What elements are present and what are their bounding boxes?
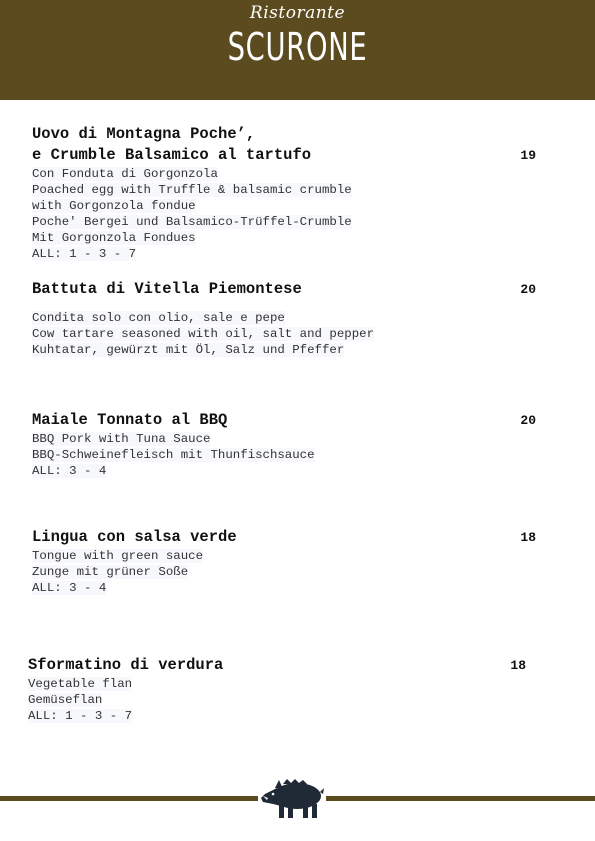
item-title: Battuta di Vitella Piemontese [32,280,302,298]
item-desc: Poche' Bergei und Balsamico-Trüffel-Crumble [32,215,352,229]
footer-divider-left [0,796,258,801]
menu-item [32,124,542,262]
footer-divider-right [326,796,595,801]
item-desc: BBQ Pork with Tuna Sauce [32,432,211,446]
item-price: 18 [520,530,536,545]
boar-icon [259,776,325,825]
item-desc: Gemüseflan [28,693,103,707]
header-banner [0,0,595,100]
item-allergens: ALL: 1 - 3 - 7 [32,247,137,261]
item-title: e Crumble Balsamico al tartufo [32,146,312,164]
logo-main-text: SCURONE [227,25,368,69]
item-price: 20 [520,282,536,297]
menu-item [28,655,538,724]
item-desc: Vegetable flan [28,677,133,691]
item-desc: Cow tartare seasoned with oil, salt and pepper [32,327,375,341]
item-allergens: ALL: 3 - 4 [32,581,107,595]
logo-script-text: Ristorante [249,3,346,23]
item-desc: Poached egg with Truffle & balsamic crumble [32,183,352,197]
item-price: 19 [520,148,536,163]
item-price: 20 [520,413,536,428]
item-desc: Con Fonduta di Gorgonzola [32,167,218,181]
item-title: Maiale Tonnato al BBQ [32,411,228,429]
item-desc: with Gorgonzola fondue [32,199,196,213]
item-allergens: ALL: 1 - 3 - 7 [28,709,133,723]
item-desc: Kuhtatar, gewürzt mit Öl, Salz und Pfeffer [32,343,345,357]
item-desc: Tongue with green sauce [32,549,204,563]
item-title: Uovo di Montagna Poche’, [32,125,256,143]
item-price: 18 [510,658,526,673]
menu-item [32,527,542,596]
item-desc: BBQ-Schweinefleisch mit Thunfischsauce [32,448,315,462]
item-title: Sformatino di verdura [28,656,224,674]
item-desc: Zunge mit grüner Soße [32,565,189,579]
item-allergens: ALL: 3 - 4 [32,464,107,478]
item-title: Lingua con salsa verde [32,528,237,546]
menu-item [32,410,542,479]
item-desc: Condita solo con olio, sale e pepe [32,311,285,325]
menu-item [32,279,542,358]
item-desc: Mit Gorgonzola Fondues [32,231,196,245]
